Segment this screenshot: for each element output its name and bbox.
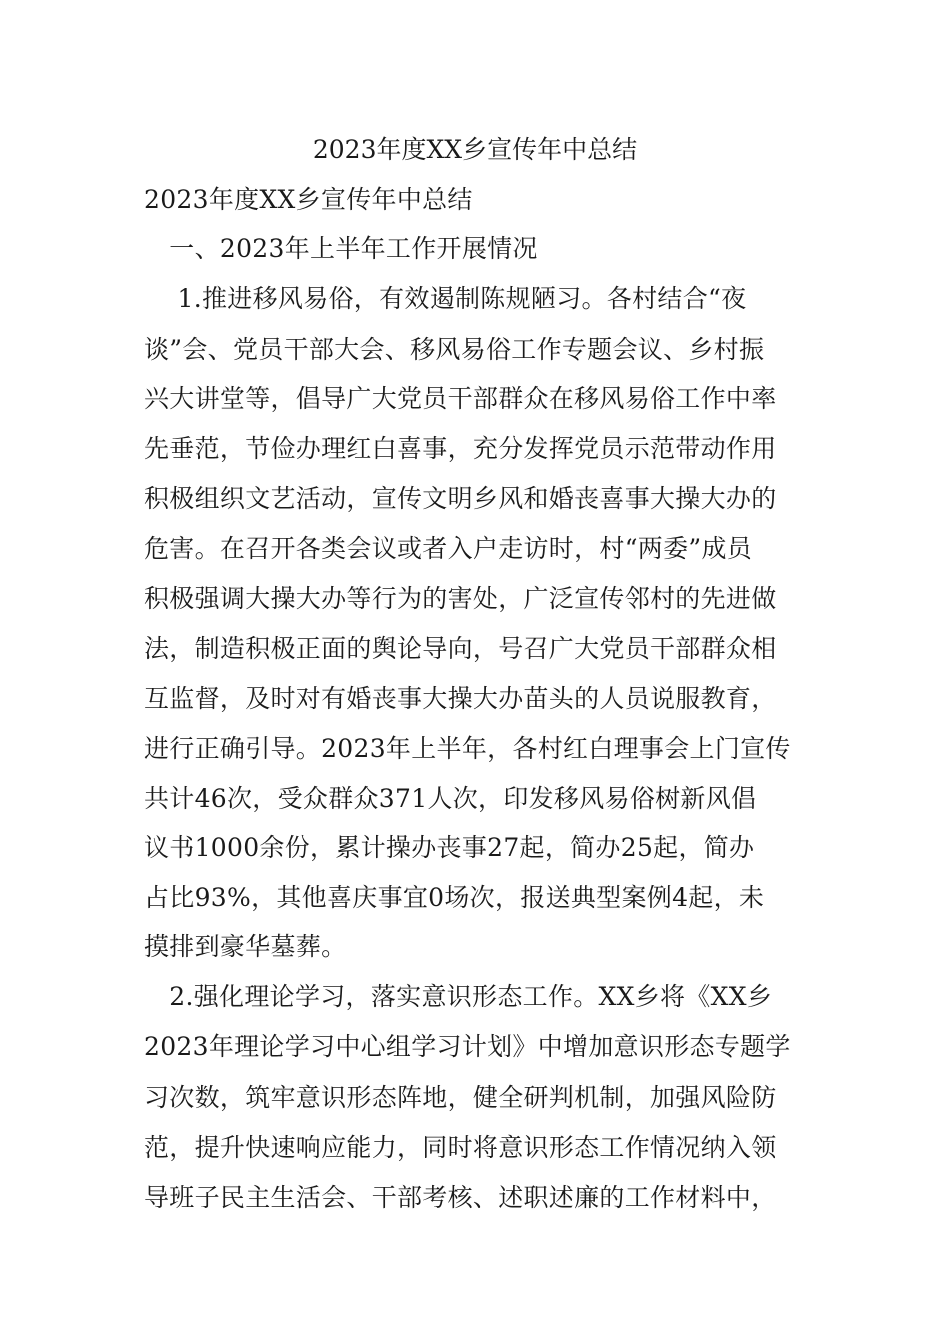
- section-heading: 一、2023年上半年工作开展情况: [144, 234, 538, 263]
- body-line: 积极组织文艺活动，宣传文明乡风和婚丧喜事大操大办的: [144, 484, 777, 513]
- body-line: 互监督，及时对有婚丧事大操大办苗头的人员说服教育，: [144, 684, 777, 713]
- body-line: 导班子民主生活会、干部考核、述职述廉的工作材料中，: [144, 1183, 777, 1212]
- body-line: 占比93%，其他喜庆事宜0场次，报送典型案例4起，未: [144, 883, 765, 912]
- body-line: 习次数，筑牢意识形态阵地，健全研判机制，加强风险防: [144, 1083, 777, 1112]
- body-line: 2023年度XX乡宣传年中总结: [144, 185, 473, 214]
- body-line: 范，提升快速响应能力，同时将意识形态工作情况纳入领: [144, 1133, 777, 1162]
- body-line: 摸排到豪华墓葬。: [144, 932, 347, 961]
- body-line: 2023年理论学习中心组学习计划》中增加意识形态专题学: [144, 1032, 791, 1061]
- body-line: 进行正确引导。2023年上半年，各村红白理事会上门宣传: [144, 734, 791, 763]
- body-line: 1.推进移风易俗，有效遏制陈规陋习。各村结合“夜: [144, 284, 747, 313]
- body-line: 先垂范，节俭办理红白喜事，充分发挥党员示范带动作用: [144, 434, 777, 463]
- body-line: 危害。在召开各类会议或者入户走访时，村“两委”成员: [144, 534, 753, 563]
- body-line: 2.强化理论学习，落实意识形态工作。XX乡将《XX乡: [144, 982, 773, 1011]
- body-line: 法，制造积极正面的舆论导向，号召广大党员干部群众相: [144, 634, 777, 663]
- body-line: 议书1000余份，累计操办丧事27起，简办25起，简办: [144, 833, 755, 862]
- body-line: 积极强调大操大办等行为的害处，广泛宣传邻村的先进做: [144, 584, 777, 613]
- body-line: 兴大讲堂等，倡导广大党员干部群众在移风易俗工作中率: [144, 384, 777, 413]
- body-line: 谈”会、党员干部大会、移风易俗工作专题会议、乡村振: [144, 335, 765, 364]
- document-title: 2023年度XX乡宣传年中总结: [312, 135, 638, 164]
- body-line: 共计46次，受众群众371人次，印发移风易俗树新风倡: [144, 784, 757, 813]
